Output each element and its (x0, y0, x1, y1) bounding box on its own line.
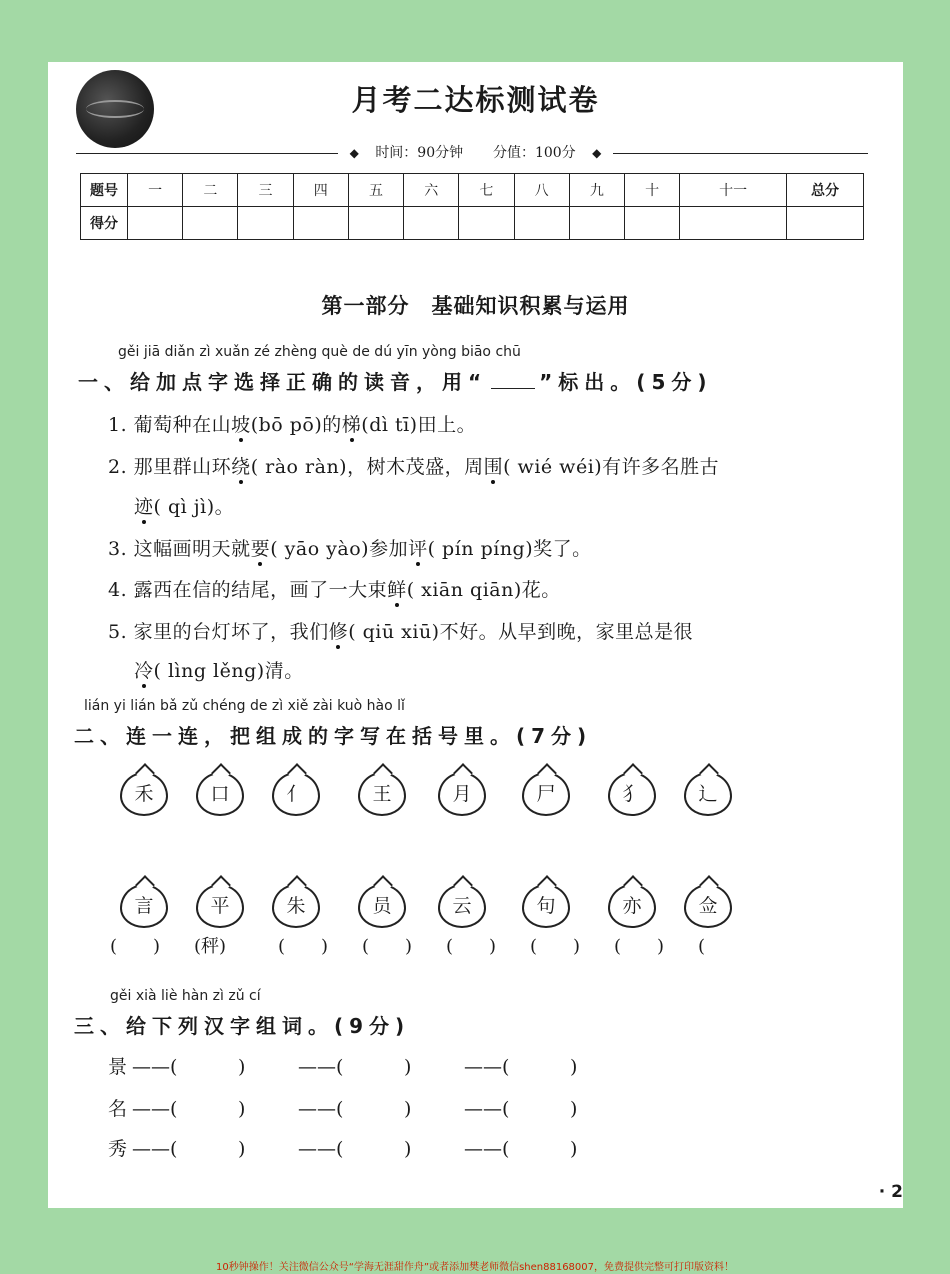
q1-item-5 (108, 617, 693, 644)
close-paren[interactable]: ) (404, 1138, 412, 1160)
text: 3. 这幅画明天就 (108, 538, 251, 560)
segment: ——( (298, 1098, 344, 1120)
col-9: 九 (569, 174, 624, 207)
bottom-char-row (120, 884, 740, 934)
word-char: 名 (108, 1098, 128, 1120)
score-cell[interactable] (238, 207, 293, 240)
char-bubble[interactable]: 辶 (684, 772, 732, 816)
col-total: 总分 (787, 174, 864, 207)
score-value-label: 分值：100分 (487, 145, 582, 161)
time-label: 时间：90分钟 (369, 145, 469, 161)
pinyin-choice[interactable]: ( qiū xiū)不好。从早到晚，家里总是很 (348, 621, 694, 643)
char-bubble[interactable]: 朱 (272, 884, 320, 928)
char-bubble[interactable]: 句 (522, 884, 570, 928)
answer-paren[interactable]: ( ) (110, 936, 161, 957)
score-table-header-row (81, 174, 864, 207)
score-cell[interactable] (569, 207, 624, 240)
dotted-char: 冷 (134, 660, 154, 682)
q1-heading (78, 366, 713, 395)
score-cell[interactable] (293, 207, 348, 240)
pinyin-choice[interactable]: ( xiān qiān)花。 (406, 579, 561, 601)
score-cell[interactable] (624, 207, 679, 240)
col-7: 七 (459, 174, 514, 207)
answer-paren[interactable]: ( ) (614, 936, 665, 957)
close-paren[interactable]: ) (570, 1138, 578, 1160)
q1-heading-a: 一、给加点字选择正确的读音，用“ (78, 370, 488, 394)
segment: ——( (132, 1098, 178, 1120)
segment: ——( (132, 1056, 178, 1078)
pinyin-choice[interactable]: ( wié wéi)有许多名胜古 (503, 456, 720, 478)
answer-paren[interactable]: ( ) (530, 936, 581, 957)
q1-item-2 (108, 452, 719, 479)
col-8: 八 (514, 174, 569, 207)
pinyin-choice[interactable]: ( lìng lěng)清。 (153, 660, 304, 682)
dotted-char: 迹 (134, 496, 154, 518)
top-char-row (120, 772, 740, 822)
segment: ——( (132, 1138, 178, 1160)
answer-paren[interactable]: ( ) (446, 936, 497, 957)
answer-paren[interactable]: ( (698, 936, 742, 957)
word-row-3 (108, 1134, 577, 1161)
q2-pinyin: lián yi lián bǎ zǔ chéng de zì xiě zài kuò hào lǐ (84, 698, 405, 714)
pinyin-choice[interactable]: (bō pō)的 (250, 414, 342, 436)
close-paren[interactable]: ) (238, 1056, 246, 1078)
col-11: 十一 (680, 174, 787, 207)
exam-paper (48, 62, 903, 1208)
char-bubble[interactable]: 员 (358, 884, 406, 928)
score-cell[interactable] (680, 207, 787, 240)
page-number: · 2 (878, 1182, 903, 1202)
row-label-question: 题号 (81, 174, 128, 207)
q1-item-2-cont (134, 492, 234, 519)
page-title: 月考二达标测试卷 (351, 83, 600, 117)
segment: ——( (298, 1056, 344, 1078)
answer-parens (110, 932, 750, 958)
q1-item-4 (108, 575, 561, 602)
close-paren[interactable]: ) (238, 1138, 246, 1160)
footer-note: 10秒钟操作！关注微信公众号“学海无涯甜作舟”或者添加樊老师微信shen88168007，免费提供完整可打印版资料！ (215, 1262, 735, 1273)
q1-item-5-cont (134, 656, 304, 683)
pinyin-choice[interactable]: (dì tī)田上。 (361, 414, 477, 436)
word-row-2 (108, 1094, 577, 1121)
pinyin-choice[interactable]: ( qì jì)。 (153, 496, 235, 518)
answer-paren[interactable]: ( ) (278, 936, 329, 957)
answer-blank (491, 370, 535, 389)
answer-paren[interactable]: ( ) (362, 936, 413, 957)
close-paren[interactable]: ) (570, 1056, 578, 1078)
segment: ——( (464, 1138, 510, 1160)
dotted-char: 坡 (231, 414, 251, 436)
segment: ——( (298, 1138, 344, 1160)
text: 4. 露西在信的结尾，画了一大束 (108, 579, 388, 601)
score-cell[interactable] (348, 207, 403, 240)
text: 2. 那里群山环 (108, 456, 232, 478)
col-3: 三 (238, 174, 293, 207)
score-cell[interactable] (459, 207, 514, 240)
word-char: 景 (108, 1056, 128, 1078)
char-bubble[interactable]: 口 (196, 772, 244, 816)
text: 1. 葡萄种在山 (108, 414, 232, 436)
pinyin-choice[interactable]: ( rào ràn)，树木茂盛，周 (250, 456, 484, 478)
col-1: 一 (128, 174, 183, 207)
dotted-char: 修 (328, 621, 349, 643)
col-5: 五 (348, 174, 403, 207)
q2-heading: 二、连一连，把组成的字写在括号里。(7分) (74, 724, 593, 748)
word-char: 秀 (108, 1138, 128, 1160)
dotted-char: 评 (408, 538, 428, 560)
col-10: 十 (624, 174, 679, 207)
q1-pinyin: gěi jiā diǎn zì xuǎn zé zhèng què de dú yīn yòng biāo chū (118, 344, 521, 360)
char-bubble[interactable]: 亦 (608, 884, 656, 928)
score-cell[interactable] (183, 207, 238, 240)
char-bubble[interactable]: 禾 (120, 772, 168, 816)
answer-paren[interactable]: (秤) (194, 936, 227, 957)
close-paren[interactable]: ) (404, 1056, 412, 1078)
exam-meta: ◆ 时间：90分钟 分值：100分 ◆ (48, 142, 903, 162)
col-2: 二 (183, 174, 238, 207)
score-cell[interactable] (128, 207, 183, 240)
dotted-char: 要 (250, 538, 271, 560)
char-bubble[interactable]: 佥 (684, 884, 732, 928)
close-paren[interactable]: ) (404, 1098, 412, 1120)
dotted-char: 梯 (341, 414, 362, 436)
char-bubble[interactable]: 言 (120, 884, 168, 928)
score-table (80, 173, 864, 240)
close-paren[interactable]: ) (570, 1098, 578, 1120)
char-bubble[interactable]: 月 (438, 772, 486, 816)
char-bubble[interactable]: 亻 (272, 772, 320, 816)
q1-heading-b: ”标出。(5分) (539, 370, 713, 394)
score-cell[interactable] (787, 207, 864, 240)
q3-heading: 三、给下列汉字组词。(9分) (74, 1014, 411, 1038)
row-label-score: 得分 (81, 207, 128, 240)
q3-pinyin: gěi xià liè hàn zì zǔ cí (110, 988, 261, 1004)
dotted-char: 围 (483, 456, 504, 478)
col-4: 四 (293, 174, 348, 207)
col-6: 六 (404, 174, 459, 207)
segment: ——( (464, 1056, 510, 1078)
close-paren[interactable]: ) (238, 1098, 246, 1120)
dotted-char: 绕 (231, 456, 251, 478)
char-bubble[interactable]: 犭 (608, 772, 656, 816)
segment: ——( (464, 1098, 510, 1120)
q1-item-1 (108, 410, 476, 437)
score-cell[interactable] (514, 207, 569, 240)
score-table-score-row (81, 207, 864, 240)
char-bubble[interactable]: 尸 (522, 772, 570, 816)
pinyin-choice[interactable]: ( yāo yào)参加 (270, 538, 409, 560)
char-bubble[interactable]: 平 (196, 884, 244, 928)
char-bubble[interactable]: 云 (438, 884, 486, 928)
score-cell[interactable] (404, 207, 459, 240)
part1-title: 第一部分 基础知识积累与运用 (321, 293, 630, 318)
q1-item-3 (108, 534, 592, 561)
dotted-char: 鲜 (387, 579, 407, 601)
char-bubble[interactable]: 王 (358, 772, 406, 816)
pinyin-choice[interactable]: ( pín píng)奖了。 (427, 538, 592, 560)
word-row-1 (108, 1052, 577, 1079)
text: 5. 家里的台灯坏了，我们 (108, 621, 329, 643)
